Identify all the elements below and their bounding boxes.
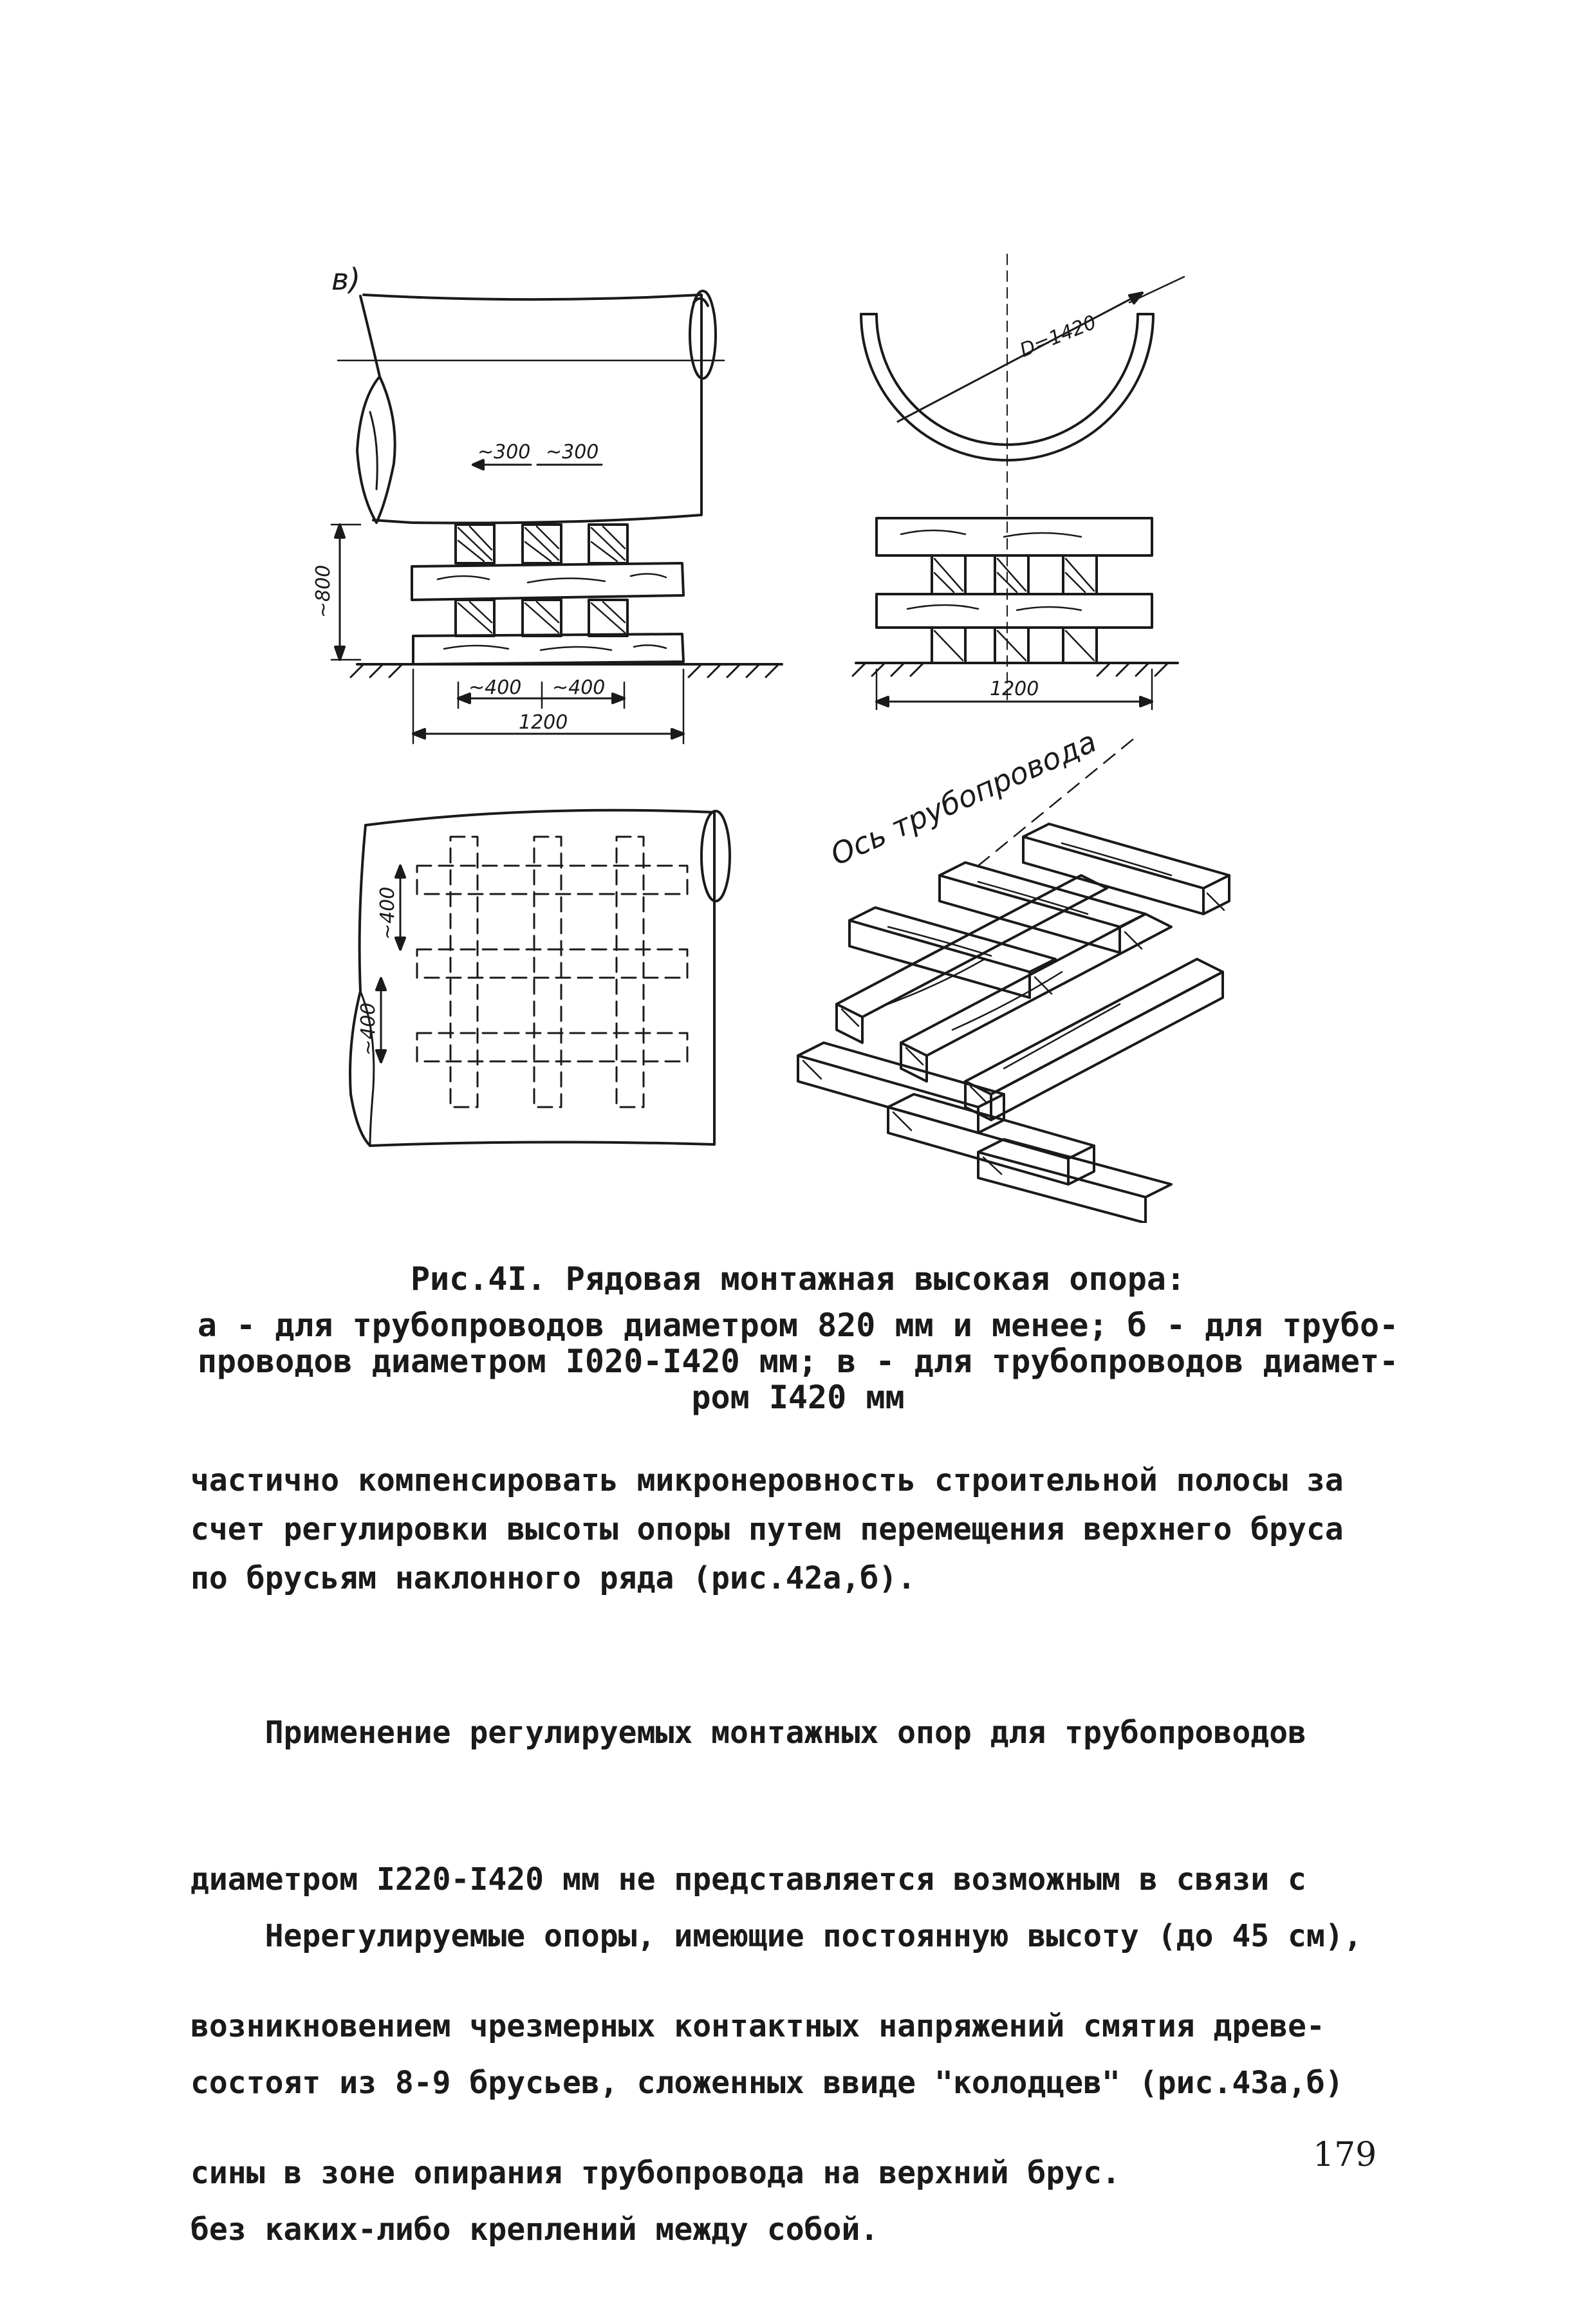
caption-line-1: а - для трубопроводов диаметром 820 мм и менее; б - для трубо- (197, 1307, 1399, 1344)
caption-line-2: проводов диаметром I020-I420 мм; в - для трубопроводов диамет- (197, 1343, 1399, 1380)
paragraph-3 (190, 1814, 1413, 2303)
dim-width-side: 1200 (519, 711, 568, 734)
axis-label: Ось трубопровода (825, 723, 1102, 873)
side-view (331, 291, 782, 743)
text-line: без каких-либо креплений между собой. (190, 2212, 879, 2248)
paragraph-1 (190, 1456, 1413, 1603)
text-line: счет регулировки высоты опоры путем перемещения верхнего бруса (190, 1511, 1344, 1547)
panel-label: в) (331, 262, 361, 297)
dim-bay-1: ~400 (469, 676, 522, 699)
dim-plan-2: ~400 (357, 1002, 380, 1056)
dim-spacing-2: ~300 (546, 441, 599, 463)
dim-height: ~800 (312, 564, 335, 618)
pipe-side (364, 295, 701, 523)
dim-bay-2: ~400 (552, 676, 606, 699)
text-line: по брусьям наклонного ряда (рис.42а,б). (190, 1560, 916, 1596)
page-number: 179 (1313, 2136, 1377, 2174)
dim-diameter: D=1420 (1016, 311, 1100, 362)
text-line: частично компенсировать микронеровность строительной полосы за (190, 1462, 1344, 1498)
isometric-view (798, 737, 1229, 1223)
dim-width-section: 1200 (990, 678, 1039, 700)
dim-spacing-1: ~300 (478, 441, 531, 463)
text-line: возникновением чрезмерных контактных напряжений смятия древе- (190, 2008, 1325, 2044)
caption-line-3: ром I420 мм (691, 1379, 905, 1416)
text-line: Нерегулируемые опоры, имеющие постоянную высоту (до 45 см), (190, 1918, 1362, 1954)
dim-plan-1: ~400 (376, 886, 399, 940)
caption-title: Рис.4I. Рядовая монтажная высокая опора: (410, 1260, 1186, 1298)
plan-view (350, 810, 730, 1146)
cross-section (853, 254, 1184, 709)
text-line: состоят из 8-9 брусьев, сложенных ввиде "колодцев" (рис.43а,б) (190, 2065, 1344, 2101)
text-line: сины в зоне опирания трубопровода на верхний брус. (190, 2155, 1120, 2191)
text-line: Применение регулируемых монтажных опор для трубопроводов (190, 1715, 1306, 1751)
text-line: диаметром I220-I420 мм не представляется возможным в связи с (190, 1861, 1306, 1897)
